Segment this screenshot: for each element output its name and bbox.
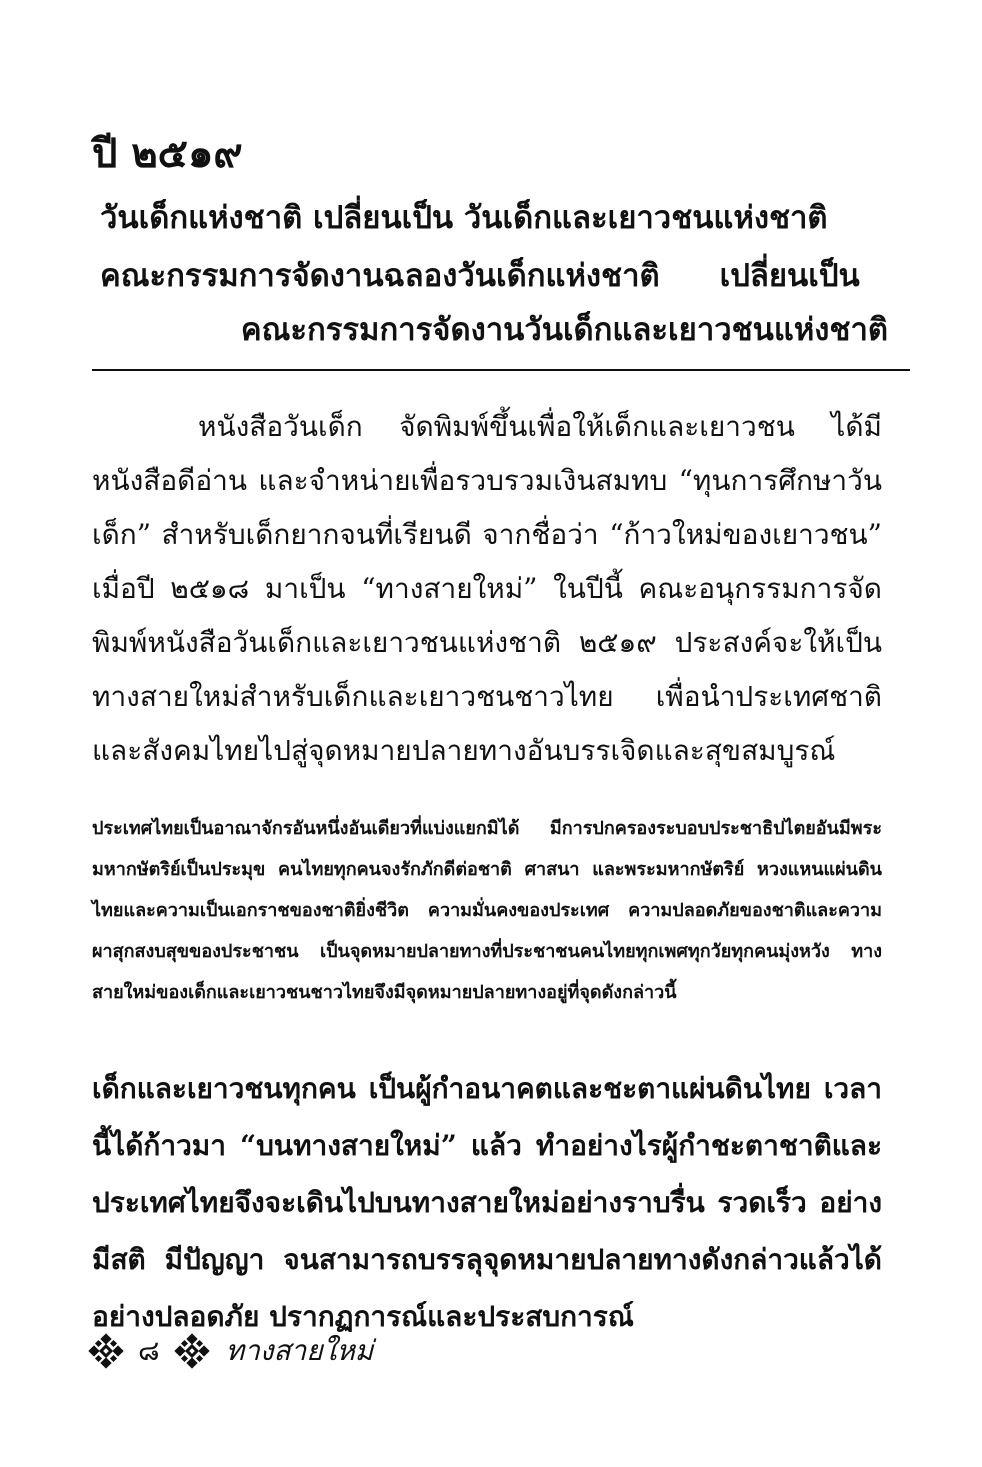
heading-line-2 bbox=[100, 250, 860, 302]
heading-line-2-right: เปลี่ยนเป็น bbox=[719, 258, 860, 294]
heading-line-3: คณะกรรมการจัดงานวันเด็กและเยาวชนแห่งชาติ bbox=[240, 312, 888, 348]
nation-paragraph: ประเทศไทยเป็นอาณาจักรอันหนึ่งอันเดียวที่แบ่งแยกมิได้ มีการปกครองระบอบประชาธิปไตยอันมีพระมหากษัตริย์เป็นประมุข คนไทยทุกคนจงรักภักดีต่อชาติ ศาสนา และพระมหากษัตริย์ หวงแหนแผ่นดินไทยและความเป็นเอกราชของชาติยิ่งชีวิต ความมั่นคงของประเทศ ความปลอดภัยของชาติและความผาสุกสงบสุขของประชาชน เป็นจุดหมายปลายทางที่ประชาชนคนไทยทุกเพศทุกวัยทุกคนมุ่งหวัง ทางสายใหม่ของเด็กและเยาวชนชาวไทยจึงมีจุดหมายปลายทางอยู่ที่จุดดังกล่าวนี้ bbox=[92, 818, 882, 1003]
flower-ornament-icon bbox=[174, 1333, 210, 1369]
intro-paragraph: หนังสือวันเด็ก จัดพิมพ์ขึ้นเพื่อให้เด็กและเยาวชน ได้มีหนังสือดีอ่าน และจำหน่ายเพื่อรวบรวมเงินสมทบ “ทุนการศึกษาวันเด็ก” สำหรับเด็กยากจนที่เรียนดี จากชื่อว่า “ก้าวใหม่ของเยาวชน” เมื่อปี ๒๕๑๘ มาเป็น “ทางสายใหม่” ในปีนี้ คณะอนุกรรมการจัดพิมพ์หนังสือวันเด็กและเยาวชนแห่งชาติ ๒๕๑๙ ประสงค์จะให้เป็นทางสายใหม่สำหรับเด็กและเยาวชนชาวไทย เพื่อนำประเทศชาติและสังคมไทยไปสู่จุดหมายปลายทางอันบรรเจิดและสุขสมบูรณ์ bbox=[92, 410, 882, 767]
heading-line-1: วันเด็กแห่งชาติ เปลี่ยนเป็น วันเด็กและเยาวชนแห่งชาติ bbox=[100, 200, 828, 236]
flower-ornament-icon bbox=[88, 1333, 124, 1369]
youth-paragraph: เด็กและเยาวชนทุกคน เป็นผู้กำอนาคตและชะตาแผ่นดินไทย เวลานี้ได้ก้าวมา “บนทางสายใหม่” แล้ว ทำอย่างไรผู้กำชะตาชาติและประเทศไทยจึงจะเดินไปบนทางสายใหม่อย่างราบรื่น รวดเร็ว อย่างมีสติ มีปัญญา จนสามารถบรรลุจุดหมายปลายทางดังกล่าวแล้วได้อย่างปลอดภัย ปรากฏการณ์และประสบการณ์ bbox=[92, 1072, 882, 1333]
book-title: ทางสายใหม่ bbox=[225, 1334, 374, 1367]
heading-line-2-left: คณะกรรมการจัดงานฉลองวันเด็กแห่งชาติ bbox=[100, 258, 660, 294]
page-footer bbox=[88, 1326, 373, 1376]
page-number: ๘ bbox=[138, 1334, 160, 1367]
year-heading: ปี ๒๕๑๙ bbox=[92, 130, 243, 177]
horizontal-divider bbox=[92, 369, 910, 371]
